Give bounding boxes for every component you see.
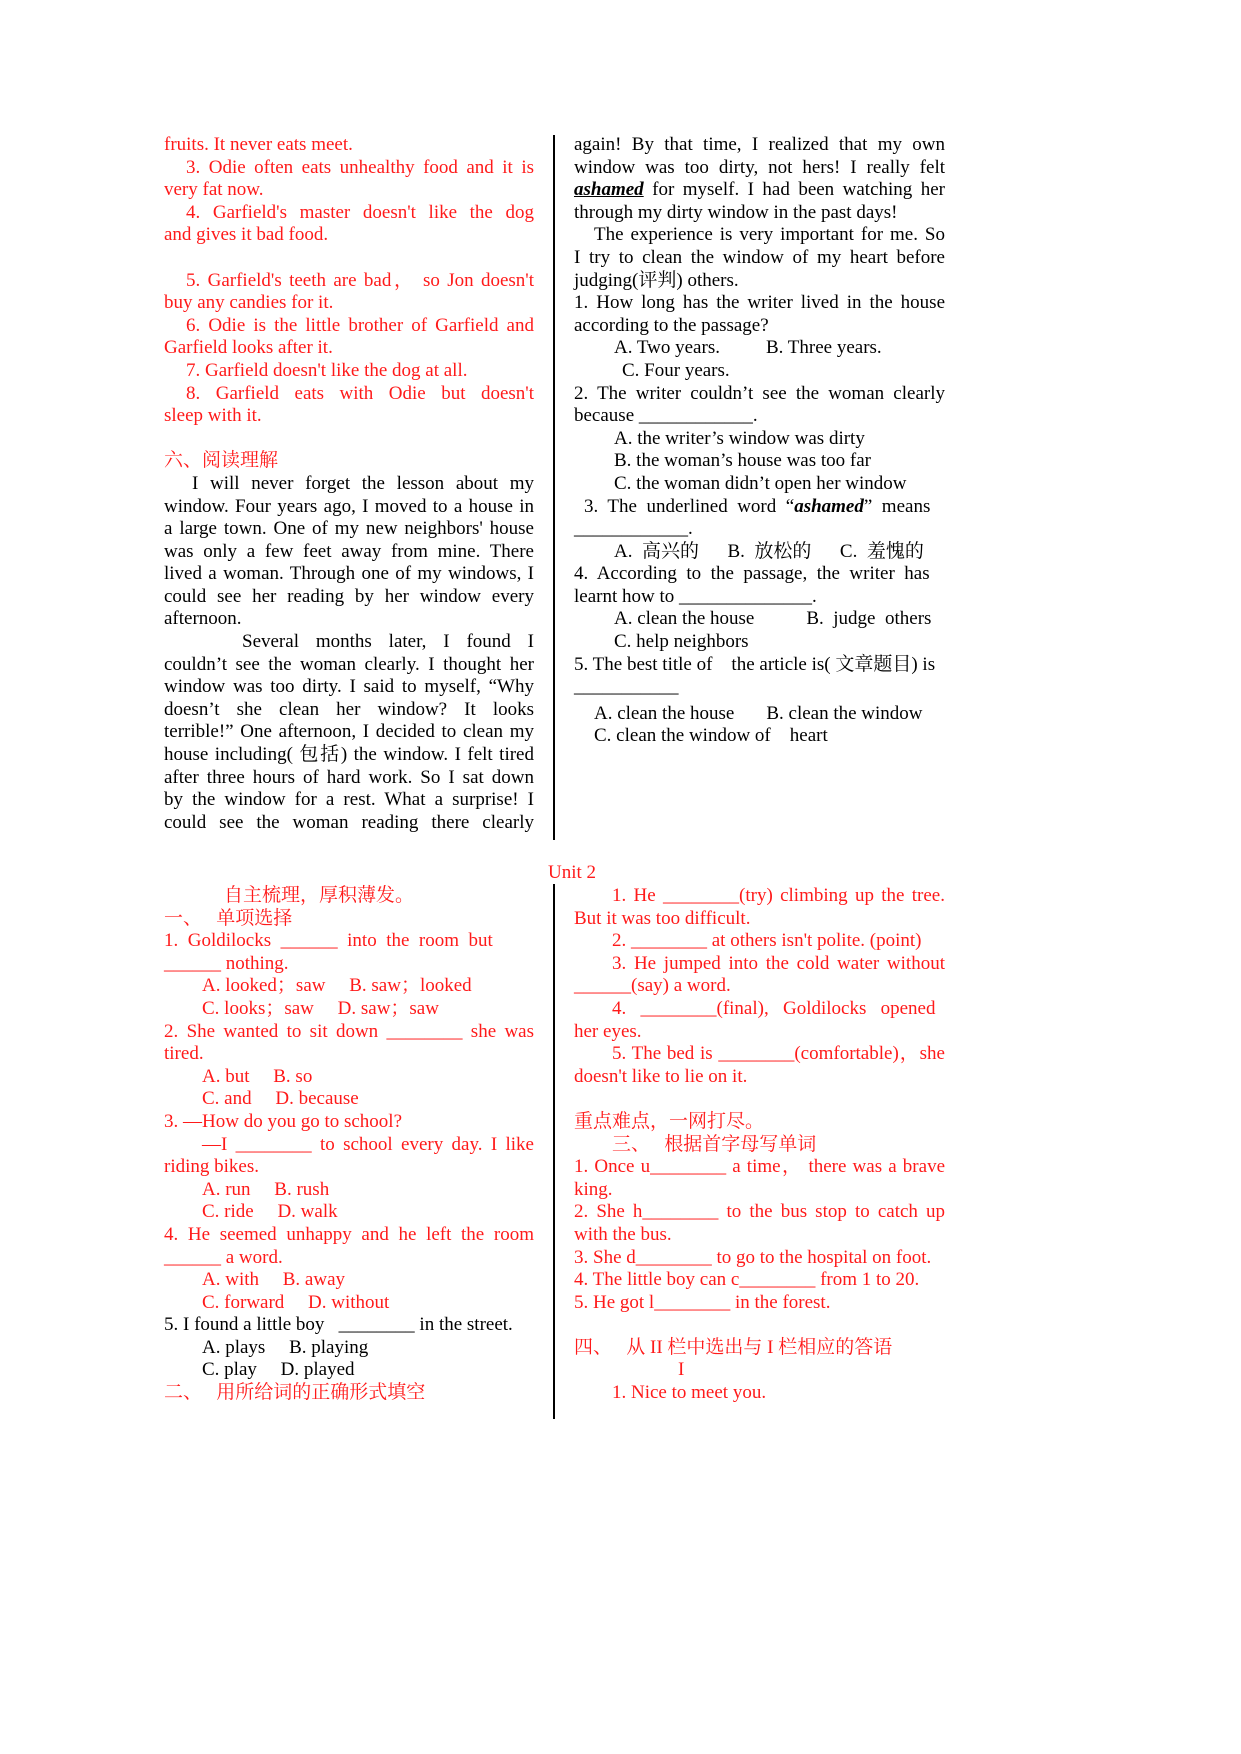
choice-options: A. looked；saw B. saw；looked <box>202 975 472 997</box>
fill-question-4-cont: her eyes. <box>574 1020 642 1042</box>
statement-4: 4. Garfield's master doesn't like the dog <box>186 201 534 223</box>
question-3 <box>574 496 945 519</box>
word-question-5: 5. He got l________ in the forest. <box>574 1291 831 1313</box>
question-text: ” means <box>863 495 931 517</box>
statement-5-cont: buy any candies for it. <box>164 292 334 314</box>
passage-line: Several months later, I found I <box>242 631 534 653</box>
question-4-cont: learnt how to ______________. <box>574 585 817 607</box>
passage-line: through my dirty window in the past days! <box>574 201 898 223</box>
option-a: A. the writer’s window was dirty <box>614 427 865 449</box>
option-b: B. clean the window <box>766 702 923 724</box>
column-divider-top <box>553 135 555 840</box>
choice-question-2-cont: tired. <box>164 1043 204 1065</box>
choice-options: A. run B. rush <box>202 1178 330 1200</box>
passage-text: for myself. I had been watching her <box>643 179 945 201</box>
bottom-left-column <box>164 885 534 1405</box>
underlined-word: ashamed <box>574 179 644 201</box>
question-3-options: A. 高兴的 B. 放松的 C. 羞愧的 <box>614 540 924 562</box>
passage-line: couldn’t see the woman clearly. I thought her <box>164 653 534 675</box>
choice-options: C. play D. played <box>202 1359 355 1381</box>
statement-3-cont: very fat now. <box>164 179 264 201</box>
choice-question-3-cont: —I ________ to school every day. I like <box>202 1133 534 1155</box>
passage-line: I will never forget the lesson about my <box>192 472 534 494</box>
question-5-blank: ___________ <box>574 676 679 698</box>
column-i-label: I <box>678 1359 685 1381</box>
choice-question-4: 4. He seemed unhappy and he left the room <box>164 1223 534 1245</box>
passage-line: judging(评判) others. <box>574 269 739 291</box>
fill-question-2: 2. ________ at others isn't polite. (point) <box>612 930 922 952</box>
option-c: C. the woman didn’t open her window <box>614 472 907 494</box>
word-question-2-cont: with the bus. <box>574 1223 672 1245</box>
option-b: B. judge others <box>806 608 932 630</box>
choice-question-3: 3. —How do you go to school? <box>164 1110 403 1132</box>
question-4: 4. According to the passage, the writer has <box>574 563 930 585</box>
fill-question-4: 4. ________(final), Goldilocks opened <box>612 997 936 1019</box>
statement-6: 6. Odie is the little brother of Garfield and <box>186 314 534 336</box>
choice-question-2: 2. She wanted to sit down ________ she was <box>164 1020 534 1042</box>
option-c: C. clean the window of heart <box>594 725 828 747</box>
statement-7: 7. Garfield doesn't like the dog at all. <box>186 359 468 381</box>
word-question-2: 2. She h________ to the bus stop to catch up <box>574 1201 945 1223</box>
section-heading-choice: 一、 单项选择 <box>164 907 293 929</box>
passage-line: window was too dirty, not hers! I really felt <box>574 156 945 178</box>
bottom-right-column <box>574 885 945 1405</box>
question-1-cont: according to the passage? <box>574 314 769 336</box>
choice-question-3-cont: riding bikes. <box>164 1156 259 1178</box>
top-left-column <box>164 134 534 834</box>
unit-title: Unit 2 <box>548 862 597 883</box>
fill-question-5-cont: doesn't like to lie on it. <box>574 1065 748 1087</box>
passage-line: could see her reading by her window every <box>164 585 534 607</box>
word-question-4: 4. The little boy can c________ from 1 to 20. <box>574 1269 920 1291</box>
option-c: C. Four years. <box>622 359 730 381</box>
question-1-options <box>574 337 945 360</box>
statement-line: fruits. It never eats meet. <box>164 134 353 155</box>
option-a: A. Two years. <box>614 337 720 359</box>
passage-line: again! By that time, I realized that my own <box>574 134 945 155</box>
matching-item-1: 1. Nice to meet you. <box>612 1382 767 1404</box>
passage-line: window was too dirty. I said to myself, “Why <box>164 676 534 698</box>
passage-line-ashamed <box>574 179 945 202</box>
passage-line: window. Four years ago, I moved to a house in <box>164 495 534 517</box>
passage-line: a large town. One of my new neighbors' house <box>164 518 534 540</box>
question-4-options <box>574 608 945 631</box>
passage-line: The experience is very important for me. So <box>594 224 945 246</box>
top-right-column <box>574 134 945 748</box>
passage-line: afternoon. <box>164 608 242 630</box>
option-b: B. the woman’s house was too far <box>614 450 871 472</box>
choice-options: C. and D. because <box>202 1088 359 1110</box>
fill-question-1: 1. He ________(try) climbing up the tree. <box>612 885 945 906</box>
passage-line: could see the woman reading there clearly <box>164 811 534 833</box>
passage-line: after three hours of hard work. So I sat down <box>164 766 534 788</box>
reading-passage <box>164 473 534 835</box>
option-a: A. clean the house <box>594 702 735 724</box>
word-question-1-cont: king. <box>574 1178 613 1200</box>
fill-question-3-cont: ______(say) a word. <box>574 975 731 997</box>
question-5: 5. The best title of the article is( 文章题目) is <box>574 653 936 675</box>
statement-list <box>164 134 534 473</box>
choice-options: A. with B. away <box>202 1269 346 1291</box>
fill-question-5: 5. The bed is ________(comfortable)，she <box>612 1043 945 1065</box>
fill-question-3: 3. He jumped into the cold water without <box>612 952 945 974</box>
option-b: B. Three years. <box>765 337 882 359</box>
section-heading-initial-letters: 三、 根据首字母写单词 <box>612 1133 817 1155</box>
passage-line: terrible!” One afternoon, I decided to clean my <box>164 721 534 743</box>
option-a: A. clean the house <box>614 608 755 630</box>
statement-5: 5. Garfield's teeth are bad， so Jon doesn't <box>186 269 534 291</box>
statement-3: 3. Odie often eats unhealthy food and it is <box>186 156 534 178</box>
statement-8: 8. Garfield eats with Odie but doesn't <box>186 382 534 404</box>
word-question-1: 1. Once u________ a time， there was a brave <box>574 1156 945 1178</box>
section-heading-word-forms: 二、 用所给词的正确形式填空 <box>164 1382 426 1404</box>
slogan: 自主梳理，厚积薄发。 <box>224 885 415 906</box>
passage-line: was only a few feet away from mine. There <box>164 540 534 562</box>
word-question-3: 3. She d________ to go to the hospital on foot. <box>574 1246 932 1268</box>
choice-options: C. looks；saw D. saw；saw <box>202 997 439 1019</box>
question-1: 1. How long has the writer lived in the house <box>574 292 945 314</box>
choice-question-4-cont: ______ a word. <box>164 1246 283 1268</box>
choice-options: A. plays B. playing <box>202 1336 369 1358</box>
option-c: C. help neighbors <box>614 631 749 653</box>
section-heading-matching: 四、 从 II 栏中选出与 I 栏相应的答语 <box>574 1336 893 1358</box>
question-text: 3. The underlined word “ <box>584 495 795 517</box>
question-3-blank: ____________. <box>574 518 693 540</box>
fill-question-1-cont: But it was too difficult. <box>574 907 751 929</box>
slogan: 重点难点，一网打尽。 <box>574 1110 765 1132</box>
question-2-cont: because ____________. <box>574 405 758 427</box>
statement-8-cont: sleep with it. <box>164 405 262 427</box>
choice-question-1: 1. Goldilocks ______ into the room but <box>164 930 493 952</box>
passage-line: doesn’t she clean her window? It looks <box>164 698 534 720</box>
passage-line: I try to clean the window of my heart before <box>574 246 945 268</box>
quoted-word: ashamed <box>794 495 864 517</box>
passage-line: by the window for a rest. What a surprise! I <box>164 789 534 811</box>
statement-4-cont: and gives it bad food. <box>164 224 329 246</box>
passage-line: lived a woman. Through one of my windows, I <box>164 563 534 585</box>
choice-question-5: 5. I found a little boy ________ in the street. <box>164 1314 513 1336</box>
choice-options: C. ride D. walk <box>202 1201 338 1223</box>
question-5-options <box>574 703 945 726</box>
statement-6-cont: Garfield looks after it. <box>164 337 333 359</box>
column-divider-bottom <box>553 884 555 1419</box>
choice-options: A. but B. so <box>202 1065 313 1087</box>
choice-options: C. forward D. without <box>202 1291 390 1313</box>
choice-question-1-cont: ______ nothing. <box>164 952 289 974</box>
section-heading-reading: 六、阅读理解 <box>164 450 279 472</box>
passage-line: house including( 包括) the window. I felt tired <box>164 744 534 766</box>
question-2: 2. The writer couldn’t see the woman clearly <box>574 382 945 404</box>
